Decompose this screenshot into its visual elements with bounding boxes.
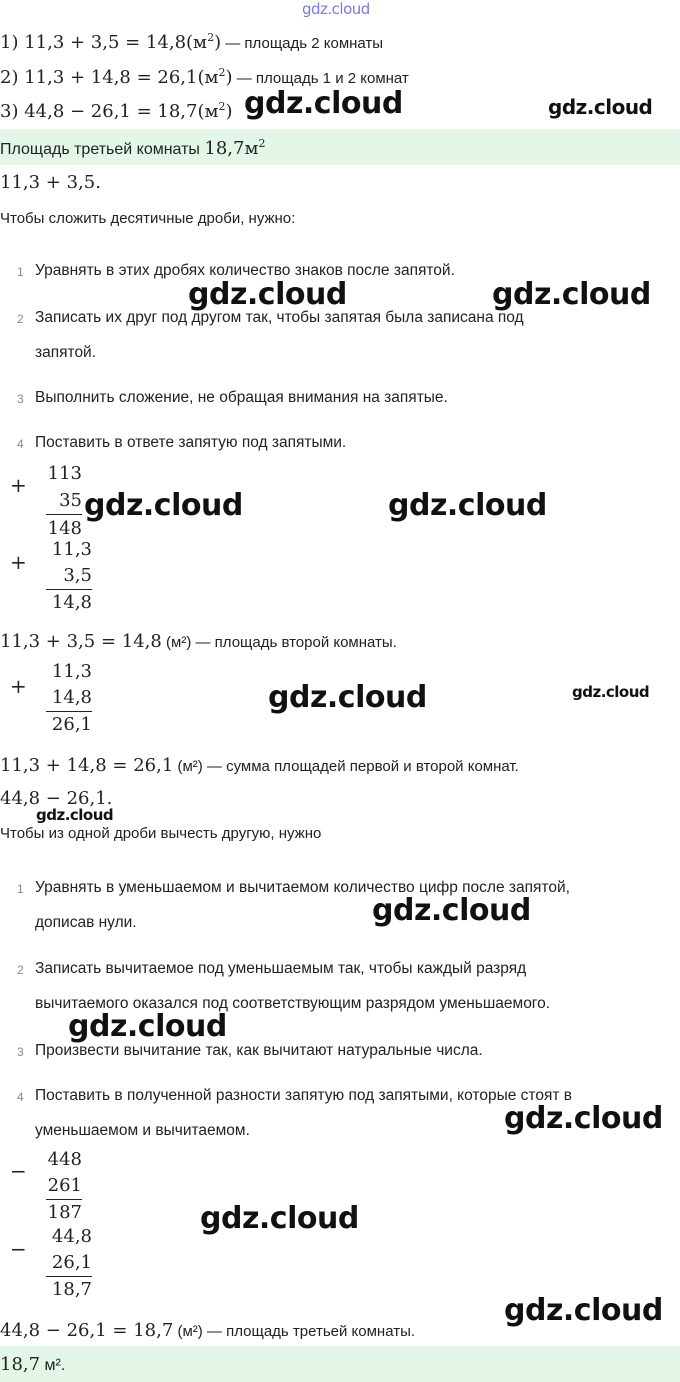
step-number: 4 <box>17 437 24 451</box>
step-text: Записать их друг под другом так, чтобы запятая была записана под <box>35 309 524 326</box>
minus-sign: − <box>10 1159 27 1183</box>
step-text: Произвести вычитание так, как вычитают натуральные числа. <box>35 1042 483 1059</box>
watermark: gdz.cloud <box>372 893 531 928</box>
column-addition: 11,3 14,8 26,1 <box>46 659 92 738</box>
addition-intro: Чтобы сложить десятичные дроби, нужно: <box>0 210 296 227</box>
watermark: gdz.cloud <box>68 1009 227 1044</box>
answer-line-1: 1) $11,3 + 3,5 = 14,8(м^2)$ — площадь 2 комнаты <box>0 31 384 53</box>
watermark: gdz.cloud <box>572 683 650 701</box>
step-text: дописав нули. <box>35 914 137 931</box>
step-text: уменьшаемом и вычитаемом. <box>35 1122 250 1139</box>
step-text: запятой. <box>35 344 97 361</box>
subtraction-intro: Чтобы из одной дроби вычесть другую, нужно <box>0 825 322 842</box>
watermark: gdz.cloud <box>268 680 427 715</box>
final-answer-highlight <box>0 1346 680 1382</box>
step-text: Уравнять в уменьшаемом и вычитаемом количество цифр после запятой, <box>35 879 570 896</box>
column-subtraction: 448 261 187 <box>46 1147 82 1226</box>
watermark: gdz.cloud <box>388 488 547 523</box>
final-answer: 18,7 м². <box>0 1354 66 1375</box>
answer-line-3: 3) $44,8 - 26,1 = 18,7(м^2)$ <box>0 100 233 122</box>
step-text: Выполнить сложение, не обращая внимания на запятые. <box>35 389 448 406</box>
plus-sign: + <box>10 674 27 698</box>
plus-sign: + <box>10 550 27 574</box>
step-text: Уравнять в этих дробях количество знаков после запятой. <box>35 262 455 279</box>
watermark: gdz.cloud <box>302 0 370 18</box>
step-text: Поставить в ответе запятую под запятыми. <box>35 434 347 451</box>
step-number: 2 <box>17 312 24 326</box>
watermark: gdz.cloud <box>548 95 653 119</box>
minus-sign: − <box>10 1237 27 1261</box>
watermark: gdz.cloud <box>188 277 347 312</box>
watermark: gdz.cloud <box>36 806 114 824</box>
watermark: gdz.cloud <box>504 1293 663 1328</box>
step-text: Записать вычитаемое под уменьшаемым так, чтобы каждый разряд <box>35 960 527 977</box>
step-text: Поставить в полученной разности запятую под запятыми, которые стоят в <box>35 1087 572 1104</box>
column-subtraction: 44,8 26,1 18,7 <box>46 1224 92 1303</box>
watermark: gdz.cloud <box>84 488 243 523</box>
answer-highlight-text: Площадь третьей комнаты $18,7м^2$ <box>0 137 266 159</box>
watermark: gdz.cloud <box>200 1201 359 1236</box>
addition-expression: 11,3 + 3,5. <box>0 172 101 193</box>
answer-line-2: 2) $11,3 + 14,8 = 26,1(м^2)$ — площадь 1 и 2 комнат <box>0 66 409 88</box>
result-line: 11,3 + 3,5 = 14,8 (м²) — площадь второй комнаты. <box>0 631 397 652</box>
watermark: gdz.cloud <box>504 1101 663 1136</box>
step-number: 1 <box>17 265 24 279</box>
watermark: gdz.cloud <box>244 86 403 121</box>
step-number: 1 <box>17 882 24 896</box>
result-line: 44,8 − 26,1 = 18,7 (м²) — площадь третьей комнаты. <box>0 1320 416 1341</box>
watermark: gdz.cloud <box>492 277 651 312</box>
column-addition: 113 35 148 <box>46 460 82 542</box>
step-number: 4 <box>17 1090 24 1104</box>
step-number: 3 <box>17 392 24 406</box>
step-number: 2 <box>17 963 24 977</box>
column-addition: 11,3 3,5 14,8 <box>46 537 92 616</box>
subtraction-expression: 44,8 − 26,1. <box>0 788 113 809</box>
plus-sign: + <box>10 473 27 497</box>
step-number: 3 <box>17 1045 24 1059</box>
result-line: 11,3 + 14,8 = 26,1 (м²) — сумма площадей первой и второй комнат. <box>0 755 519 776</box>
step-text: вычитаемого оказался под соответствующим разрядом уменьшаемого. <box>35 995 551 1012</box>
